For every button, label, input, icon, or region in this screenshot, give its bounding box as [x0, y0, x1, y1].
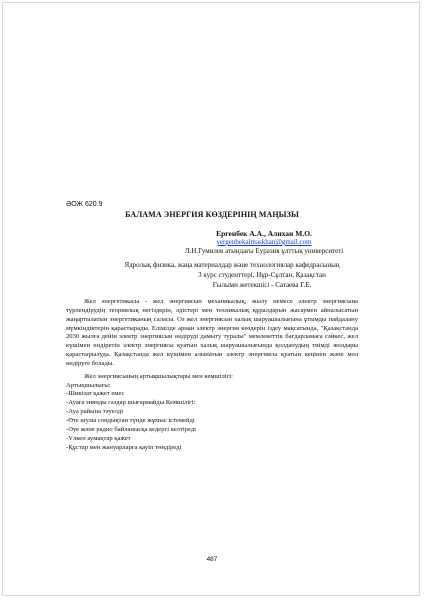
affiliation-students: 3 курс студенттері, Нұр-Сұлтан, Қазақстан	[198, 271, 326, 279]
authors: Ергенбек А.А., Алихан М.О.	[216, 229, 312, 238]
udk-code: ӘОЖ 620.9	[66, 201, 103, 208]
affiliation-department: Ядролық физика, жаңа материалдар және технологиялар кафедрасының	[124, 261, 340, 269]
list-item: -Үлкен аумақтар қажет	[66, 434, 131, 442]
paragraph-wind-energy: Жел энергетикасы - жел энергиясын механикалық, жылу немесе электр энергиясына түрлендірудің теориялық негіздерін, әдістері мен техникалық құралдарын жасаумен айналысатын жаңартылатын энергетиканың саласы. Оз жел энергиясын халық шаруашылығына ұтымды пайдалану мүмкіндіктерін қарастырады. Елімізде арнаи электр энергия көздерін іздеу мақсатында, "Қазақстанда 2030 жылға дейін электр энергиясын өндіруді дамыту туралы" мемлекеттік бағдарламаға сәйкес, жел күшімен өндіретін электр энергиясы қуатын халық шаруашылығында қолданудың тиімді жолдары қарастырылуда. Қазақстанда жел күшімен алынатын электр энергиясы қуатын кеңінен және мол өндіруге болады.	[66, 298, 358, 367]
affiliation-supervisor: Ғылыми жетекшісі - Сатаева Г.Е.	[212, 281, 312, 289]
paper-title: БАЛАМА ЭНЕРГИЯ КӨЗДЕРІНІҢ МАҢЫЗЫ	[125, 210, 299, 219]
affiliation-university: Л.Н.Гумилев атындағы Еуразия ұлттық университеті	[184, 247, 344, 255]
list-item: -Ауаға зиянды газдар шығармайды Кемшілігі:	[66, 399, 196, 407]
list-item: Артықшылығы:	[66, 381, 111, 389]
list-item: -Құстар мен жануарларға қауіп төндіреді	[66, 443, 182, 451]
paragraph-pros-cons-heading: Жел энергиясының артықшылықтары мен кемшілігі:	[84, 372, 233, 380]
pros-cons-list	[66, 382, 358, 453]
list-item: -Ауа райына тәуелді	[66, 408, 124, 416]
author-email-link[interactable]: yergenbekalmaskhan@gmail.com	[216, 238, 312, 246]
list-item: -Шикізат қажет емес	[66, 390, 125, 398]
page-number: 487	[206, 556, 218, 563]
list-item: -Өте шулы сондықтан түнде жұмыс істемейді	[66, 416, 195, 424]
body-text	[66, 298, 358, 452]
list-item: -Әуе және радио байланысқа кедергі келтіреді	[66, 425, 197, 433]
